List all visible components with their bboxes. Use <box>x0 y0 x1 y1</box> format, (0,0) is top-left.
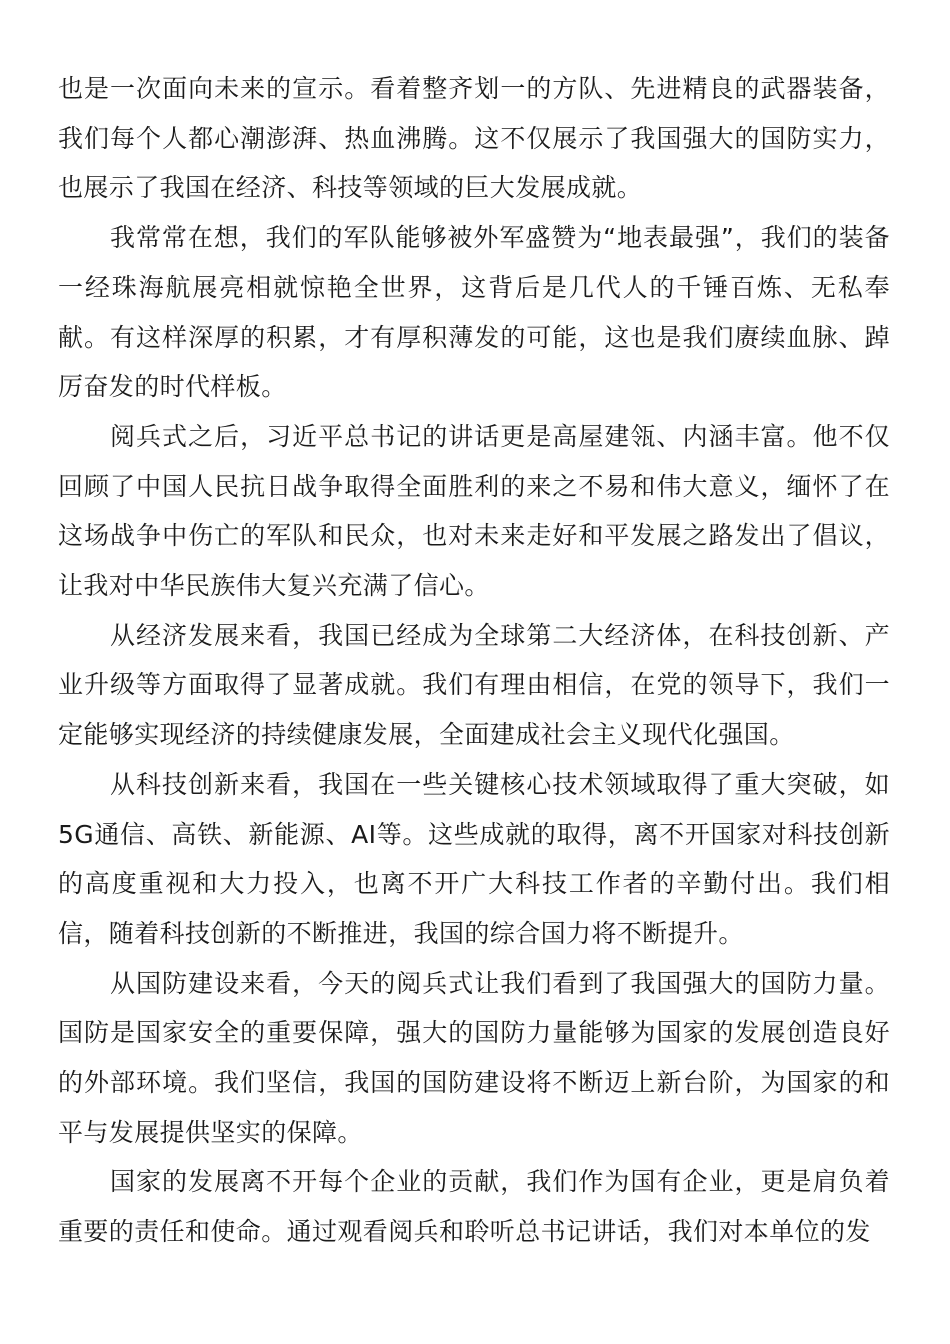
paragraph-5: 从科技创新来看，我国在一些关键核心技术领域取得了重大突破，如5G通信、高铁、新能源、AI等。这些成就的取得，离不开国家对科技创新的高度重视和大力投入，也离不开广大科技工作者的辛勤付出。我们相信，随着科技创新的不断推进，我国的综合国力将不断提升。 <box>58 769 890 948</box>
paragraph-7: 国家的发展离不开每个企业的贡献，我们作为国有企业，更是肩负着重要的责任和使命。通过观看阅兵和聆听总书记讲话，我们对本单位的发 <box>58 1167 890 1247</box>
document-body <box>58 64 890 1257</box>
paragraph-4: 从经济发展来看，我国已经成为全球第二大经济体，在科技创新、产业升级等方面取得了显著成就。我们有理由相信，在党的领导下，我们一定能够实现经济的持续健康发展，全面建成社会主义现代化强国。 <box>58 620 890 750</box>
paragraph-2: 我常常在想，我们的军队能够被外军盛赞为“地表最强”，我们的装备一经珠海航展亮相就惊艳全世界，这背后是几代人的千锤百炼、无私奉献。有这样深厚的积累，才有厚积薄发的可能，这也是我们赓续血脉、踔厉奋发的时代样板。 <box>58 223 890 402</box>
paragraph-3: 阅兵式之后，习近平总书记的讲话更是高屋建瓴、内涵丰富。他不仅回顾了中国人民抗日战争取得全面胜利的来之不易和伟大意义，缅怀了在这场战争中伤亡的军队和民众，也对未来走好和平发展之路发出了倡议，让我对中华民族伟大复兴充满了信心。 <box>58 421 890 601</box>
paragraph-1: 也是一次面向未来的宣示。看着整齐划一的方队、先进精良的武器装备，我们每个人都心潮澎湃、热血沸腾。这不仅展示了我国强大的国防实力，也展示了我国在经济、科技等领域的巨大发展成就。 <box>58 74 890 203</box>
paragraph-6: 从国防建设来看，今天的阅兵式让我们看到了我国强大的国防力量。国防是国家安全的重要保障，强大的国防力量能够为国家的发展创造良好的外部环境。我们坚信，我国的国防建设将不断迈上新台阶，为国家的和平与发展提供坚实的保障。 <box>58 968 890 1147</box>
